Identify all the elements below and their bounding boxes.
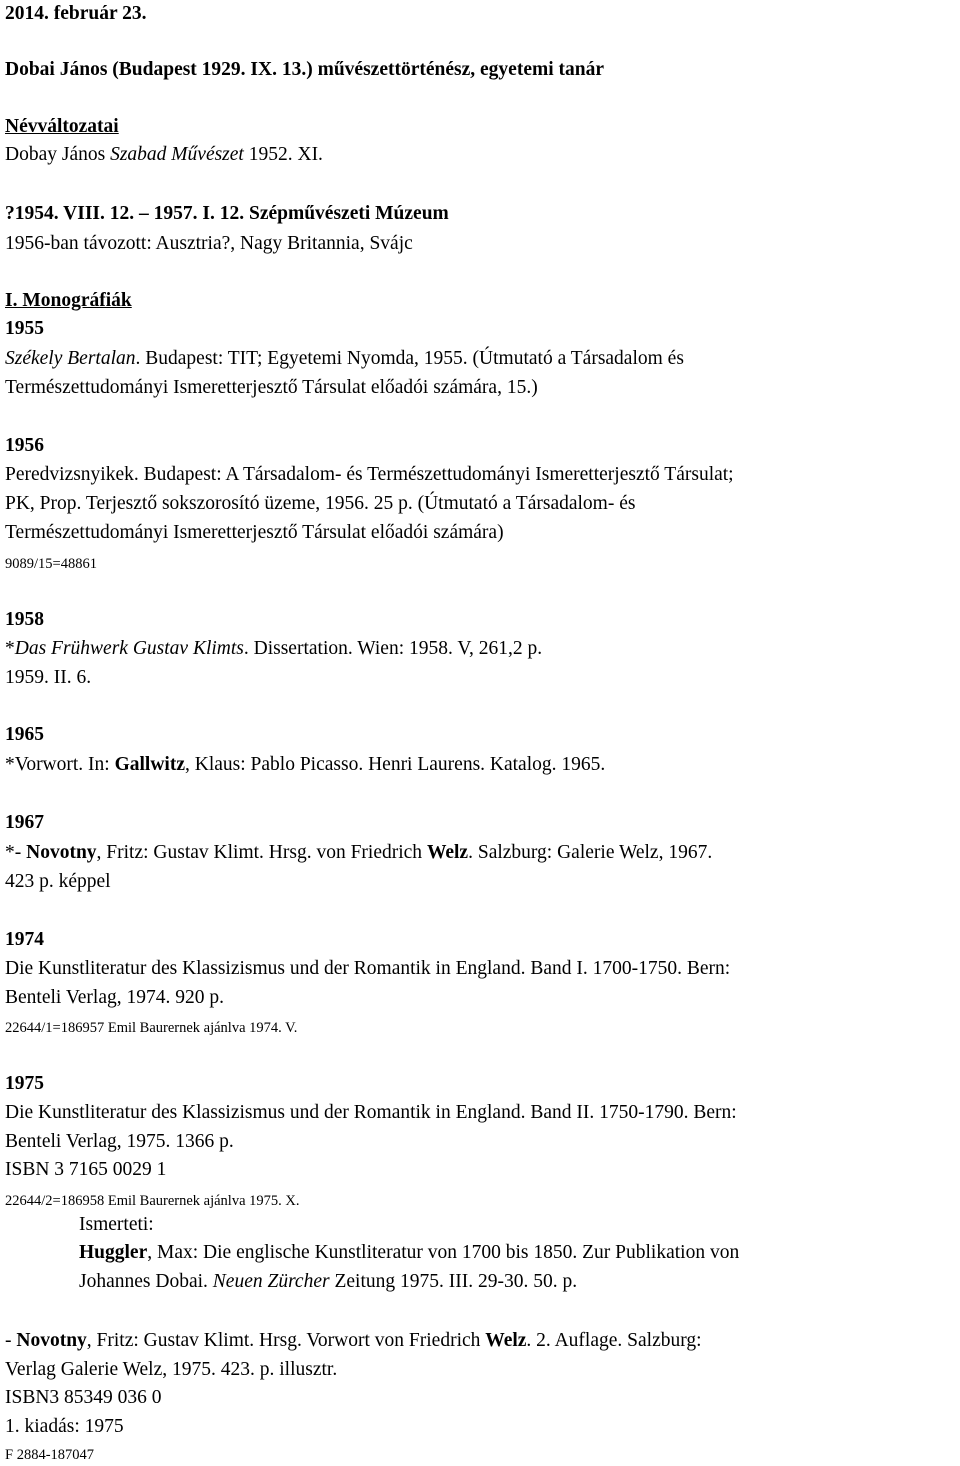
entry-1955-title: Székely Bertalan [5, 348, 136, 369]
entry-1956-line1: Peredvizsnyikek. Budapest: A Társadalom- és Természettudományi Ismeretterjesztő Társulat; [5, 464, 734, 485]
entry-1956-line2: PK, Prop. Terjesztő sokszorosító üzeme, 1956. 25 p. (Útmutató a Társadalom- és [5, 493, 636, 514]
career-dates-line [5, 203, 449, 225]
career-institution: Szépművészeti Múzeum [248, 203, 449, 224]
name-variants-heading: Névváltozatai [5, 116, 119, 137]
document-title: Dobai János (Budapest 1929. IX. 13.) művészettörténész, egyetemi tanár [5, 59, 605, 80]
entry-1975-line1: Die Kunstliteratur des Klassizismus und der Romantik in England. Band II. 1750-1790. Bern: [5, 1102, 737, 1123]
entry-1958-title: Das Frühwerk Gustav Klimts [14, 638, 244, 659]
review-line1: Huggler, Max: Die englische Kunstliteratur von 1700 bis 1850. Zur Publikation von [79, 1242, 740, 1263]
name-variant-line [5, 144, 323, 166]
entry-1967-editor: Welz [426, 842, 469, 863]
year-1975: 1975 [5, 1073, 44, 1094]
entry-1975-line2: Benteli Verlag, 1975. 1366 p. [5, 1131, 234, 1152]
entry-1955-line1: Székely Bertalan. Budapest: TIT; Egyetemi Nyomda, 1955. (Útmutató a Társadalom és [5, 348, 684, 369]
entry-1965-line1: *Vorwort. In: Gallwitz, Klaus: Pablo Picasso. Henri Laurens. Katalog. 1965. [5, 754, 606, 775]
entry-1975-note: 22644/2=186958 Emil Baurernek ajánlva 1975. X. [5, 1193, 300, 1209]
entry-1975b-edition: 1. kiadás: 1975 [5, 1416, 124, 1437]
entry-1955-line2: Természettudományi Ismeretterjesztő Társulat előadói számára, 15.) [5, 377, 538, 398]
review-journal: Neuen Zürcher [212, 1271, 330, 1292]
review-label: Ismerteti: [79, 1214, 154, 1235]
entry-1956-note: 9089/15=48861 [5, 556, 97, 572]
entry-1974-line1: Die Kunstliteratur des Klassizismus und der Romantik in England. Band I. 1700-1750. Bern: [5, 958, 731, 979]
review-author: Huggler [79, 1242, 148, 1263]
entry-1967-line2: 423 p. képpel [5, 871, 111, 892]
year-1965: 1965 [5, 724, 44, 745]
monographs-heading: I. Monográfiák [5, 290, 132, 311]
emigration-line: 1956-ban távozott: Ausztria?, Nagy Britannia, Svájc [5, 233, 413, 254]
entry-1967-author: Novotny [26, 842, 97, 863]
document-date: 2014. február 23. [5, 3, 147, 24]
year-1958: 1958 [5, 609, 44, 630]
entry-1958-line2: 1959. II. 6. [5, 667, 92, 688]
entry-1975b-editor: Welz [485, 1330, 527, 1351]
entry-1958-line1: *Das Frühwerk Gustav Klimts. Dissertation. Wien: 1958. V, 261,2 p. [5, 638, 543, 659]
entry-1974-note: 22644/1=186957 Emil Baurernek ajánlva 1974. V. [5, 1020, 298, 1036]
entry-1956-line3: Természettudományi Ismeretterjesztő Társulat előadói számára) [5, 522, 504, 543]
year-1967: 1967 [5, 812, 44, 833]
entry-1967-line1: *- Novotny, Fritz: Gustav Klimt. Hrsg. von Friedrich Welz. Salzburg: Galerie Welz, 1967. [5, 842, 713, 863]
entry-1975-isbn: ISBN 3 7165 0029 1 [5, 1159, 167, 1180]
entry-1975b-isbn: ISBN3 85349 036 0 [5, 1387, 162, 1408]
entry-1965-author: Gallwitz [114, 754, 185, 775]
variant-name: Dobay János [5, 144, 106, 165]
journal-name: Szabad Művészet [110, 144, 244, 165]
year-1974: 1974 [5, 929, 44, 950]
entry-1975b-note: F 2884-187047 [5, 1447, 95, 1463]
journal-date: 1952. XI. [243, 144, 323, 165]
entry-1975b-line1: - Novotny, Fritz: Gustav Klimt. Hrsg. Vorwort von Friedrich Welz. 2. Auflage. Salzburg: [5, 1330, 702, 1351]
entry-1975b-author: Novotny [16, 1330, 87, 1351]
review-line2: Johannes Dobai. Neuen Zürcher Zeitung 1975. III. 29-30. 50. p. [79, 1271, 578, 1292]
entry-1974-line2: Benteli Verlag, 1974. 920 p. [5, 987, 224, 1008]
year-1955: 1955 [5, 318, 44, 339]
entry-1975b-line2: Verlag Galerie Welz, 1975. 423. p. illusztr. [5, 1359, 338, 1380]
year-1956: 1956 [5, 435, 44, 456]
career-dates: ?1954. VIII. 12. – 1957. I. 12. [5, 203, 245, 224]
